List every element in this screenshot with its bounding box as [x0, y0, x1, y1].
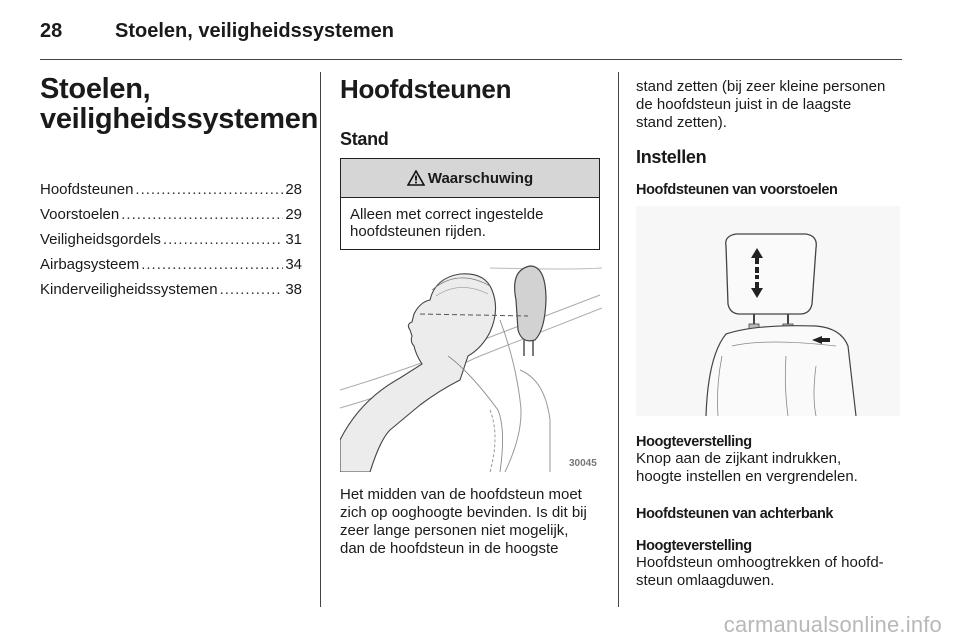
section-title: Hoofdsteunen	[340, 74, 512, 104]
rear-adjust-block	[636, 538, 884, 590]
toc-entry-page: 38	[285, 281, 302, 298]
toc-entry-veiligheidsgordels[interactable]	[40, 227, 302, 252]
paragraph-line: stand zetten).	[636, 114, 727, 131]
chapter-title	[40, 73, 318, 135]
paragraph-line: dan de hoofdsteun in de hoogste	[340, 540, 559, 557]
toc-entry-kinderveiligheidssystemen[interactable]	[40, 277, 302, 302]
continued-paragraph	[636, 78, 902, 132]
front-adjust-block	[636, 434, 858, 486]
front-headrests-title: Hoofdsteunen van voorstoelen	[636, 182, 838, 198]
paragraph-line: zeer lange personen niet mogelijk,	[340, 522, 569, 539]
warning-text	[341, 198, 599, 240]
height-adjust-title-front: Hoogteverstelling	[636, 434, 752, 450]
warning-icon	[407, 170, 425, 186]
subsection-title: Stand	[340, 129, 389, 149]
paragraph-line: Knop aan de zijkant indrukken,	[636, 450, 842, 467]
watermark: carmanualsonline.info	[723, 612, 942, 637]
warning-box	[340, 158, 600, 250]
paragraph-line: de hoofdsteun juist in de laagste	[636, 96, 852, 113]
toc-entry-airbagsysteem[interactable]	[40, 252, 302, 277]
table-of-contents	[40, 177, 302, 302]
toc-leader	[141, 252, 283, 277]
warning-title: Waarschuwing	[427, 169, 534, 187]
column-2	[340, 74, 602, 594]
paragraph-line: steun omlaagduwen.	[636, 572, 775, 589]
toc-leader	[163, 227, 283, 252]
height-adjust-title-rear: Hoogteverstelling	[636, 538, 752, 554]
toc-leader	[220, 277, 284, 302]
warning-text-line: hoofdsteunen rijden.	[350, 223, 486, 240]
toc-entry-title: Kinderveiligheidssystemen	[40, 281, 218, 298]
warning-text-line: Alleen met correct ingestelde	[350, 206, 544, 223]
front-headrest-illustration	[636, 206, 900, 416]
toc-entry-page: 28	[285, 181, 302, 198]
paragraph-line: Het midden van de hoofdsteun moet	[340, 486, 582, 503]
chapter-title-line1: Stoelen,	[40, 73, 151, 105]
toc-entry-page: 34	[285, 256, 302, 273]
figure-number: 30045	[569, 458, 597, 469]
figure-head-position	[340, 260, 602, 472]
column-1	[40, 73, 318, 302]
toc-entry-title: Voorstoelen	[40, 206, 120, 223]
toc-entry-page: 29	[285, 206, 302, 223]
rear-headrests-title: Hoofdsteunen van achterbank	[636, 506, 834, 522]
paragraph-line: stand zetten (bij zeer kleine personen	[636, 78, 886, 95]
toc-entry-page: 31	[285, 231, 302, 248]
paragraph-line: zich op ooghoogte bevinden. Is dit bij	[340, 504, 587, 521]
toc-leader	[121, 202, 283, 227]
instellen-title: Instellen	[636, 147, 707, 167]
page-header	[40, 20, 900, 48]
toc-entry-title: Hoofdsteunen	[40, 181, 134, 198]
figure-front-headrest	[636, 206, 900, 416]
paragraph-line: hoogte instellen en vergrendelen.	[636, 468, 858, 485]
driver-headrest-illustration	[340, 260, 602, 472]
toc-entry-hoofdsteunen[interactable]	[40, 177, 302, 202]
column-divider-1	[320, 72, 321, 607]
paragraph-line: Hoofdsteun omhoogtrekken of hoofd-	[636, 554, 884, 571]
column-divider-2	[618, 72, 619, 607]
header-rule	[40, 59, 902, 60]
warning-header	[341, 159, 599, 198]
position-paragraph	[340, 486, 587, 558]
running-title: Stoelen, veiligheidssystemen	[115, 20, 394, 42]
column-3	[636, 78, 902, 598]
toc-entry-title: Airbagsysteem	[40, 256, 140, 273]
chapter-title-line2: veiligheidssystemen	[40, 103, 318, 135]
toc-leader	[135, 177, 283, 202]
page-number: 28	[40, 20, 63, 42]
toc-entry-voorstoelen[interactable]	[40, 202, 302, 227]
toc-entry-title: Veiligheidsgordels	[40, 231, 161, 248]
